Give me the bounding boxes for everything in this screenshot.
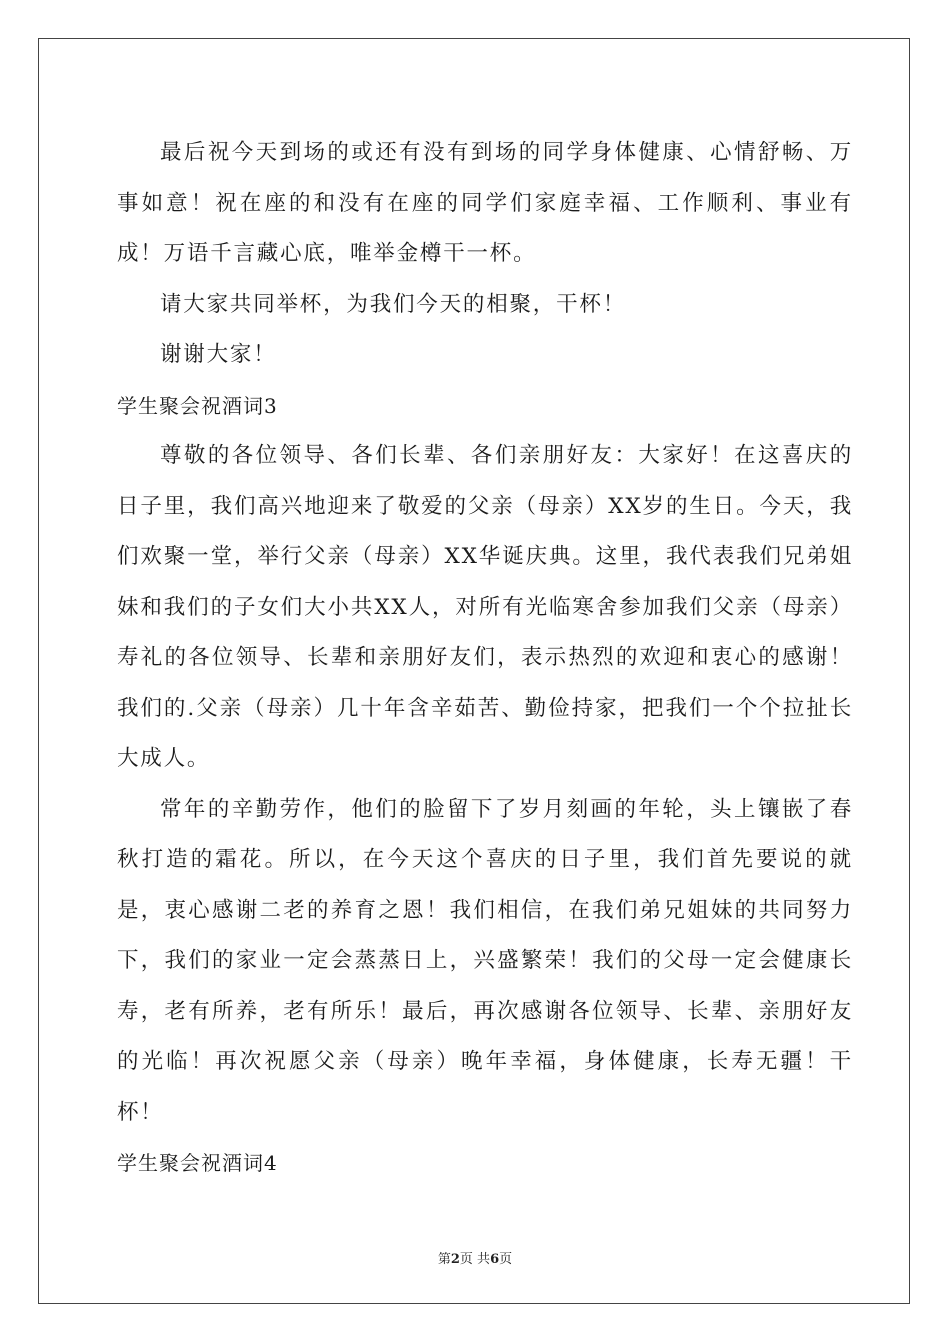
document-body xyxy=(117,128,853,1189)
paragraph-thanks: 谢谢大家！ xyxy=(160,342,277,367)
section-heading-4: 学生聚会祝酒词4 xyxy=(117,1151,278,1175)
footer-mid: 页 共 xyxy=(459,1252,491,1267)
section-heading-3: 学生聚会祝酒词3 xyxy=(117,393,278,418)
footer-total-pages: 6 xyxy=(490,1252,500,1267)
page-footer xyxy=(0,1248,950,1267)
footer-suffix: 页 xyxy=(499,1252,513,1267)
paragraph-gratitude: 常年的辛勤劳作，他们的脸留下了岁月刻画的年轮，头上镶嵌了春秋打造的霜花。所以，在今天这个喜庆的日子里，我们首先要说的就是，衷心感谢二老的养育之恩！我们相信，在我们弟兄姐妹的共同努力下，我们的家业一定会蒸蒸日上，兴盛繁荣！我们的父母一定会健康长寿，老有所养，老有所乐！最后，再次感谢各位领导、长辈、亲朋好友的光临！再次祝愿父亲（母亲）晚年幸福，身体健康，长寿无疆！干杯！ xyxy=(117,796,853,1125)
footer-prefix: 第 xyxy=(437,1252,451,1267)
paragraph-greeting: 尊敬的各位领导、各们长辈、各们亲朋好友：大家好！在这喜庆的日子里，我们高兴地迎来了敬爱的父亲（母亲）XX岁的生日。今天，我们欢聚一堂，举行父亲（母亲）XX华诞庆典。这里，我代表我们兄弟姐妹和我们的子女们大小共XX人，对所有光临寒舍参加我们父亲（母亲）寿礼的各位领导、长辈和亲朋好友们，表示热烈的欢迎和衷心的感谢！我们的.父亲（母亲）几十年含辛茹苦、勤俭持家，把我们一个个拉扯长大成人。 xyxy=(117,443,853,771)
footer-current-page: 2 xyxy=(450,1252,460,1267)
paragraph-closing-wishes: 最后祝今天到场的或还有没有到场的同学身体健康、心情舒畅、万事如意！祝在座的和没有在座的同学们家庭幸福、工作顺利、事业有成！万语千言藏心底，唯举金樽干一杯。 xyxy=(117,140,853,266)
paragraph-toast-invitation: 请大家共同举杯，为我们今天的相聚，干杯！ xyxy=(160,291,627,317)
